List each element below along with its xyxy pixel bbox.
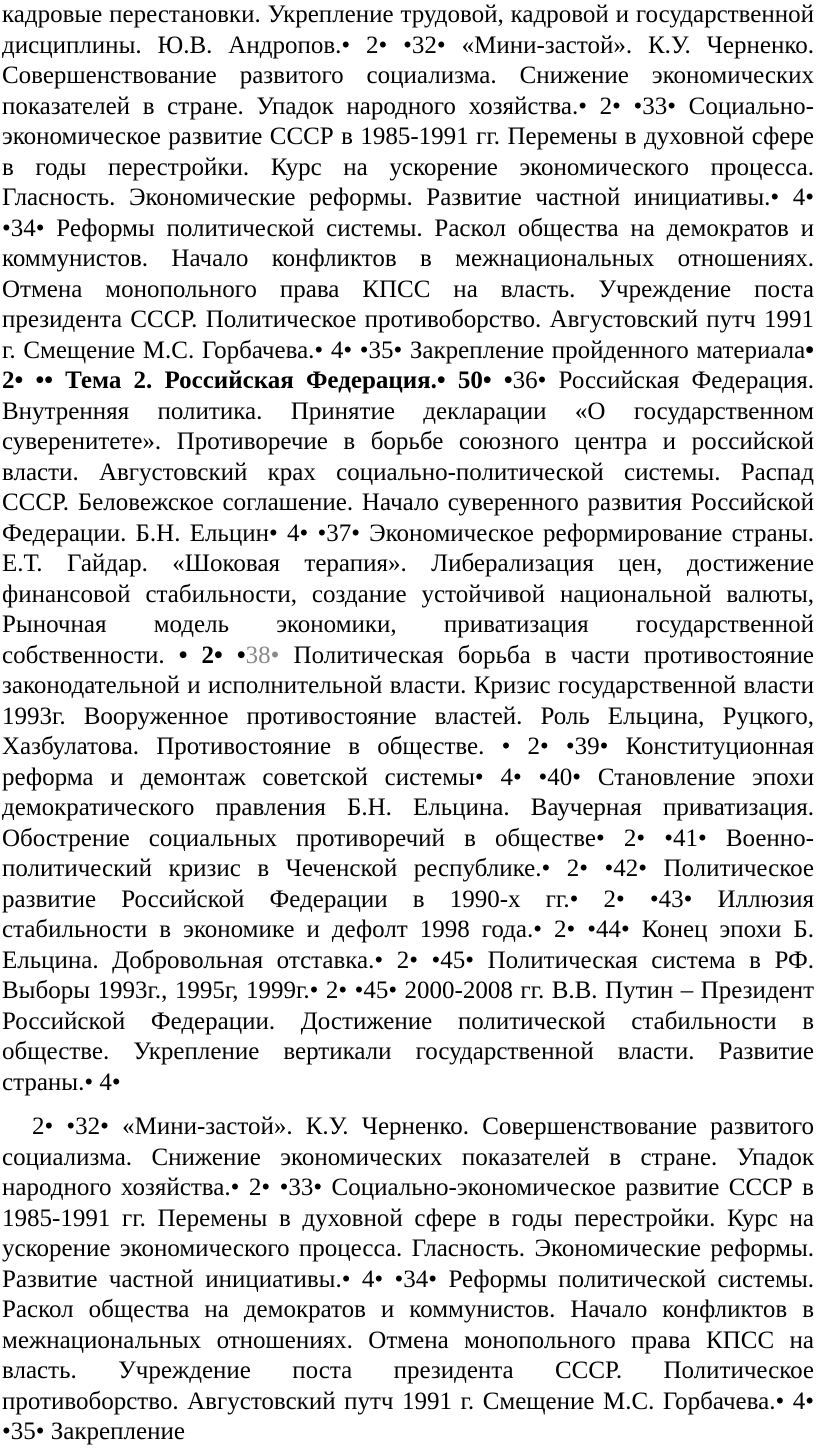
- paragraph-1-text-c: Политическая борьба в части противостояние законодательной и исполнительной власти. Кризис государственной власти 1993г. Вооруженное противостояние властей. Роль Ельцина, Руцкого, Хазбулатова. Противостояние в обществе. • 2• •39• Конституционная реформа и демонтаж советской системы• 4• •40• Становление эпохи демократического правления Б.Н. Ельцина. Ваучерная приватизация. Обострение социальных противоречий в обществе• 2• •41• Военно-политический кризис в Чеченской республике.• 2• •42• Политическое развитие Российской Федерации в 1990-х гг.• 2• •43• Иллюзия стабильности в экономике и дефолт 1998 года.• 2• •44• Конец эпохи Б. Ельцина. Добровольная отставка.• 2• •45• Политическая система в РФ. Выборы 1993г., 1995г, 1999г.• 2• •45• 2000-2008 гг. В.В. Путин – Президент Российской Федерации. Достижение политической стабильности в обществе. Укрепление вертикали государственной власти. Развитие страны.• 4•: [2, 641, 814, 1096]
- item-number-38: 38•: [245, 641, 280, 669]
- document-paragraph-2: 2• •32• «Мини-застой». К.У. Черненко. Совершенствование развитого социализма. Снижение экономических показателей в стране. Упадок народного хозяйства.• 2• •33• Социально-экономическое развитие СССР в 1985-1991 гг. Перемены в духовной сфере в годы перестройки. Курс на ускорение экономического процесса. Гласность. Экономические реформы. Развитие частной инициативы.• 4• •34• Реформы политической системы. Раскол общества на демократов и коммунистов. Начало конфликтов в межнациональных отношениях. Отмена монопольного права КПСС на власть. Учреждение поста президента СССР. Политическое противоборство. Августовский путч 1991 г. Смещение М.С. Горбачева.• 4• •35• Закрепление: [2, 1113, 814, 1445]
- document-paragraph-1: [2, 0, 814, 1098]
- bullet-marker: • 2• •: [178, 641, 246, 669]
- paragraph-1-text-b: 36• Российская Федерация. Внутренняя политика. Принятие декларации «О государственном суверенитете». Противоречие в борьбе союзного центра и российской власти. Августовский крах социально-политической системы. Распад СССР. Беловежское соглашение. Начало суверенного развития Российской Федерации. Б.Н. Ельцин• 4• •37• Экономическое реформирование страны. Е.Т. Гайдар. «Шоковая терапия». Либерализация цен, достижение финансовой стабильности, создание устойчивой национальной валюты, Рыночная модель экономики, приватизация государственной собственности.: [2, 367, 814, 669]
- section-heading-topic-2: • 2• •• Тема 2. Российская Федерация.• 50• •: [2, 336, 814, 394]
- paragraph-1-text-a: кадровые перестановки. Укрепление трудовой, кадровой и государственной дисциплины. Ю.В. Андропов.• 2• •32• «Мини-застой». К.У. Черненко. Совершенствование развитого социализма. Снижение экономических показателей в стране. Упадок народного хозяйства.• 2• •33• Социально-экономическое развитие СССР в 1985-1991 гг. Перемены в духовной сфере в годы перестройки. Курс на ускорение экономического процесса. Гласность. Экономические реформы. Развитие частной инициативы.• 4• •34• Реформы политической системы. Раскол общества на демократов и коммунистов. Начало конфликтов в межнациональных отношениях. Отмена монопольного права КПСС на власть. Учреждение поста президента СССР. Политическое противоборство. Августовский путч 1991 г. Смещение М.С. Горбачева.• 4• •35• Закрепление пройденного материала: [2, 1, 814, 364]
